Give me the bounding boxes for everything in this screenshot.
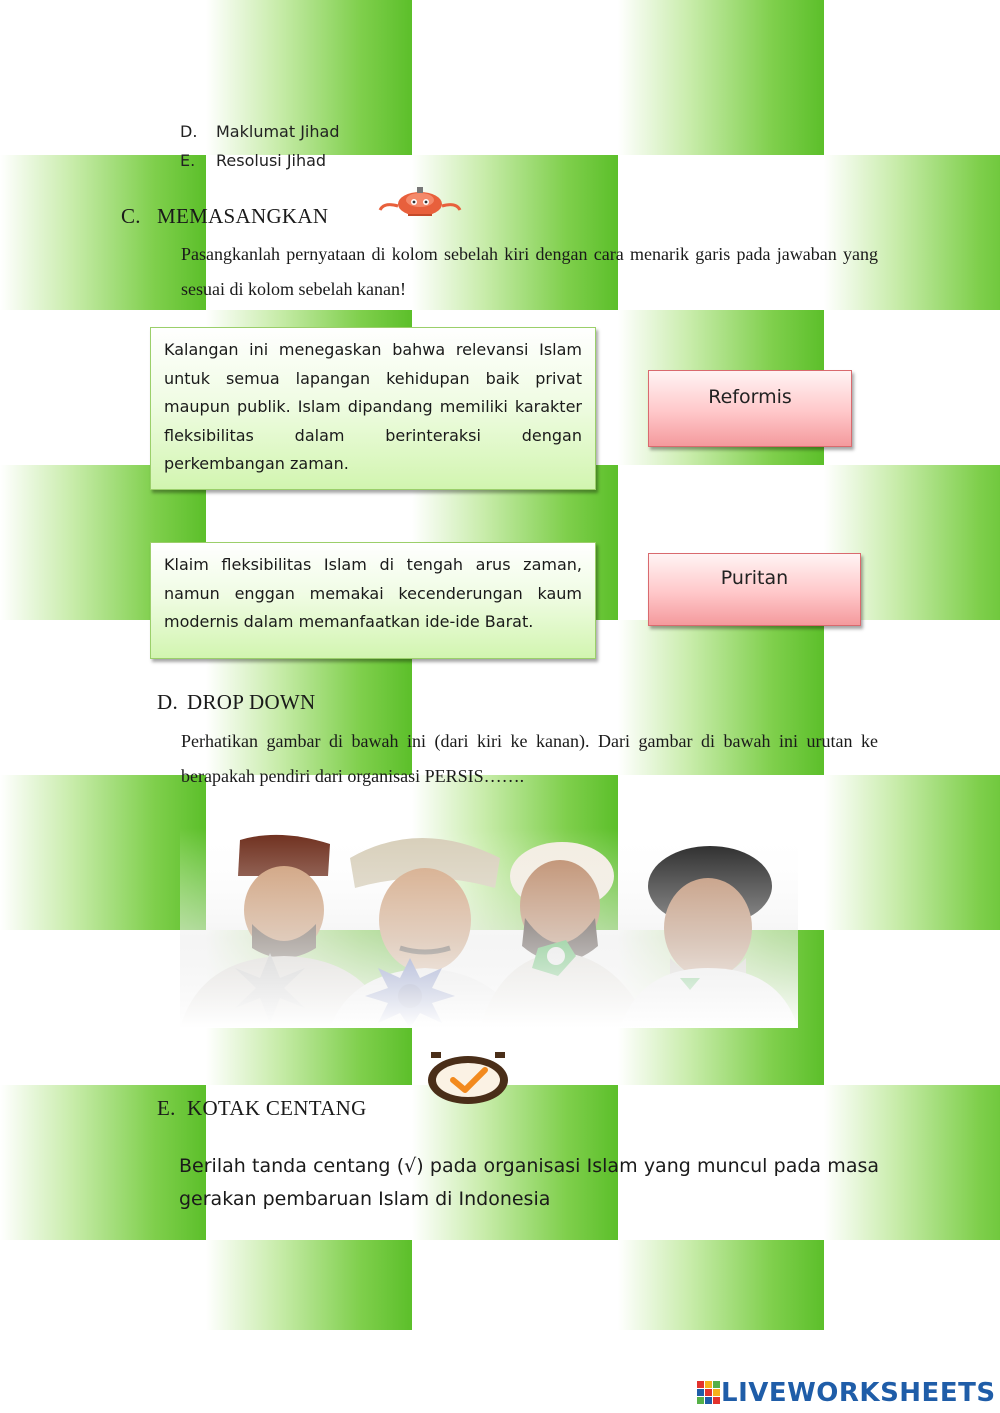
- statement-box-2[interactable]: Klaim fleksibilitas Islam di tengah arus zaman, namun enggan memakai kecenderungan kaum modernis dalam memanfaatkan ide-ide Barat.: [150, 542, 596, 659]
- background-tile: [618, 0, 824, 155]
- section-c-instruction: Pasangkanlah pernyataan di kolom sebelah kiri dengan cara menarik garis pada jawaban yang sesuai di kolom sebelah kanan!: [181, 244, 878, 299]
- clock-check-icon: [425, 1050, 511, 1106]
- answer-box-puritan[interactable]: Puritan: [648, 553, 861, 626]
- background-tile: [824, 775, 1000, 930]
- mascot-icon: [378, 184, 462, 222]
- background-tile: [0, 155, 206, 310]
- liveworksheets-logo: LIVEWORKSHEETS: [697, 1378, 996, 1408]
- founders-image: [180, 828, 798, 1028]
- section-e-instruction: Berilah tanda centang (√) pada organisasi Islam yang muncul pada masa gerakan pembaruan Islam di Indonesia: [179, 1155, 879, 1210]
- answer-box-reformis[interactable]: Reformis: [648, 370, 852, 447]
- section-d-heading: D. DROP DOWN: [157, 690, 316, 714]
- section-c-heading: C. MEMASANGKAN: [121, 204, 329, 228]
- section-e-heading: E. KOTAK CENTANG: [157, 1096, 367, 1120]
- option-d: D. Maklumat Jihad: [180, 122, 340, 141]
- option-e: E. Resolusi Jihad: [180, 151, 327, 170]
- liveworksheets-logo-icon: [697, 1381, 721, 1405]
- statement-box-1[interactable]: Kalangan ini menegaskan bahwa relevansi Islam untuk semua lapangan kehidupan baik privat maupun publik. Islam dipandang memiliki karakter fleksibilitas dalam berinteraksi dengan perkembangan zaman.: [150, 327, 596, 490]
- section-d-instruction: Perhatikan gambar di bawah ini (dari kiri ke kanan). Dari gambar di bawah ini urutan ke berapakah pendiri dari organisasi PERSIS…….: [181, 731, 878, 786]
- background-tile: [0, 775, 206, 930]
